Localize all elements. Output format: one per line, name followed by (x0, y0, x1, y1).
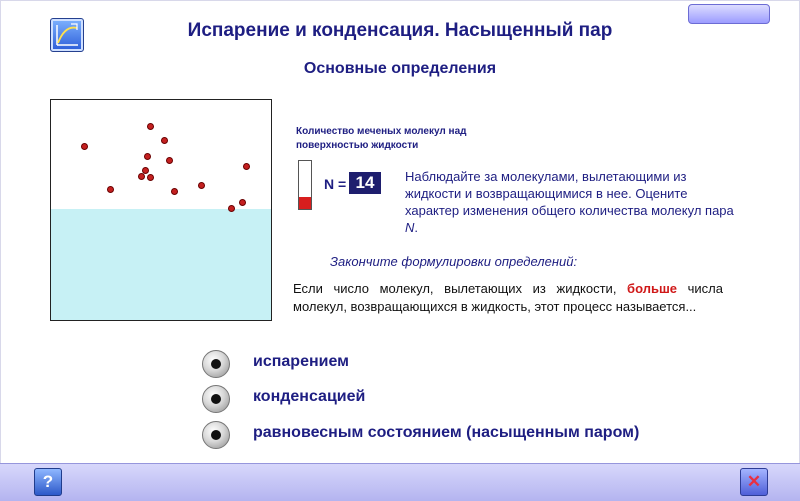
radio-dot-icon (211, 359, 221, 369)
task-prompt: Закончите формулировки определений: (330, 254, 578, 269)
radio-dot-icon (211, 394, 221, 404)
molecule (243, 163, 250, 170)
molecule (171, 188, 178, 195)
bottom-toolbar (0, 463, 800, 501)
molecule (228, 205, 235, 212)
highlight-word: больше (627, 281, 678, 296)
close-icon[interactable]: ✕ (740, 468, 768, 496)
molecule-count-gauge (298, 160, 312, 210)
n-value: 14 (349, 172, 381, 194)
page-title: Испарение и конденсация. Насыщенный пар (187, 20, 613, 41)
radio-dot-icon (211, 430, 221, 440)
radio-button[interactable] (202, 421, 230, 449)
molecule-simulation (50, 99, 272, 321)
molecule-count-label: Количество меченых молекул над поверхностью жидкости (296, 126, 467, 151)
option-label[interactable]: равновесным состоянием (насыщенным паром) (253, 424, 640, 441)
page-subtitle: Основные определения (303, 60, 497, 77)
option-label[interactable]: конденсацией (253, 388, 366, 405)
molecule (166, 157, 173, 164)
liquid-surface (51, 209, 271, 320)
molecule (147, 174, 154, 181)
radio-button[interactable] (202, 385, 230, 413)
option-label[interactable]: испарением (253, 353, 349, 370)
molecule (138, 173, 145, 180)
radio-button[interactable] (202, 350, 230, 378)
molecule (147, 123, 154, 130)
help-icon[interactable]: ? (34, 468, 62, 496)
molecule (81, 143, 88, 150)
molecule (107, 186, 114, 193)
n-variable: N (405, 220, 415, 235)
molecule (144, 153, 151, 160)
n-label: N = (324, 176, 347, 192)
instructions-text: Наблюдайте за молекулами, вылетающими из жидкости и возвращающимися в нее. Оцените характер изменения общего количества молекул пара N. (405, 169, 734, 235)
definition-text: Если число молекул, вылетающих из жидкости, больше числа молекул, возвращающихся в жидкость, этот процесс называется... (293, 281, 723, 314)
molecule (239, 199, 246, 206)
molecule (161, 137, 168, 144)
gauge-fill (299, 197, 311, 209)
molecule (198, 182, 205, 189)
